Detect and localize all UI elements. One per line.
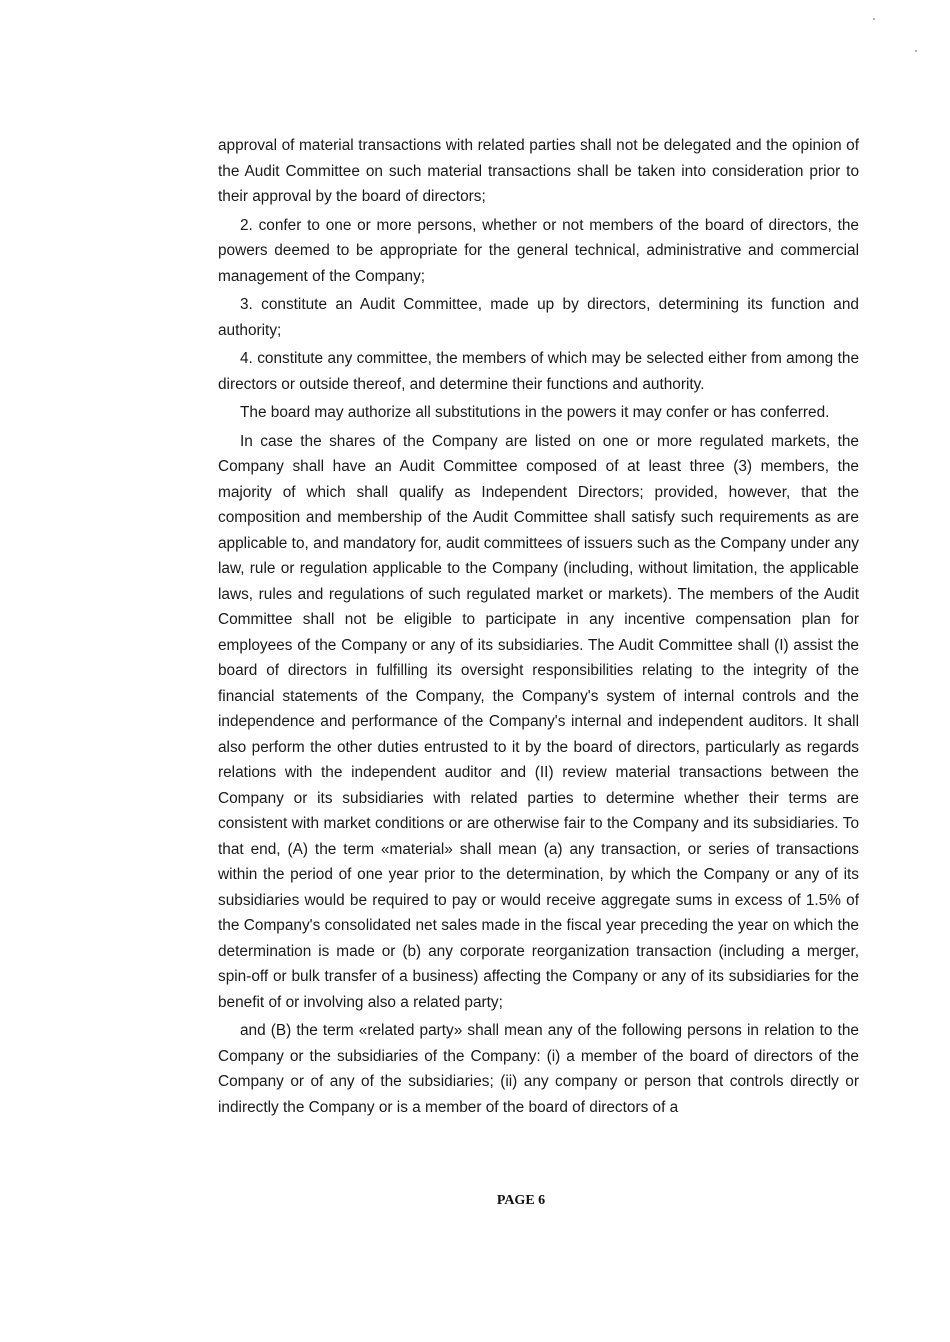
paragraph: The board may authorize all substitutions in the powers it may confer or has conferred. (240, 404, 830, 421)
paragraph: 4. constitute any committee, the members of which may be selected either from among the directors or outside thereof, and determine their functions and authority. (218, 350, 859, 393)
scan-speck (873, 18, 875, 20)
paragraph: approval of material transactions with related parties shall not be delegated and the opinion of the Audit Committee on such material transactions shall be taken into consideration prior to their approval by the board of directors; (218, 137, 859, 205)
body-text (218, 133, 859, 1123)
paragraph: 2. confer to one or more persons, whether or not members of the board of directors, the powers deemed to be appropriate for the general technical, administrative and commercial management of the Company; (218, 216, 859, 285)
paragraph: 3. constitute an Audit Committee, made up by directors, determining its function and authority; (218, 296, 859, 339)
paragraph: and (B) the term «related party» shall mean any of the following persons in relation to the Company or the subsidiaries of the Company: (i) a member of the board of directors of the Company or of any of the subsidiaries; (ii) any company or person that controls directly or indirectly the Company or is a member of the board of directors of a (218, 1022, 859, 1116)
paragraph: In case the shares of the Company are listed on one or more regulated markets, the Company shall have an Audit Committee composed of at least three (3) members, the majority of which shall qualify as Independent Directors; provided, however, that the composition and membership of the Audit Committee shall satisfy such requirements as are applicable to, and mandatory for, audit committees of issuers such as the Company under any law, rule or regulation applicable to the Company (including, without limitation, the applicable laws, rules and regulations of such regulated market or markets). The members of the Audit Committee shall not be eligible to participate in any incentive compensation plan for employees of the Company or any of its subsidiaries. The Audit Committee shall (I) assist the board of directors in fulfilling its oversight responsibilities relating to the integrity of the financial statements of the Company, the Company's system of internal controls and the independence and performance of the Company's internal and independent auditors. It shall also perform the other duties entrusted to it by the board of directors, particularly as regards relations with the independent auditor and (II) review material transactions between the Company or its subsidiaries with related parties to determine whether their terms are consistent with market conditions or are otherwise fair to the Company and its subsidiaries. To that end, (A) the term «material» shall mean (a) any transaction, or series of transactions within the period of one year prior to the determination, by which the Company or any of its subsidiaries would be required to pay or would receive aggregate sums in excess of 1.5% of the Company's consolidated net sales made in the fiscal year preceding the year on which the determination is made or (b) any corporate reorganization transaction (including a merger, spin-off or bulk transfer of a business) affecting the Company or any of its subsidiaries for the benefit of or involving also a related party; (218, 432, 859, 1011)
page-number: PAGE 6 (496, 1193, 546, 1208)
scan-speck (915, 50, 917, 52)
